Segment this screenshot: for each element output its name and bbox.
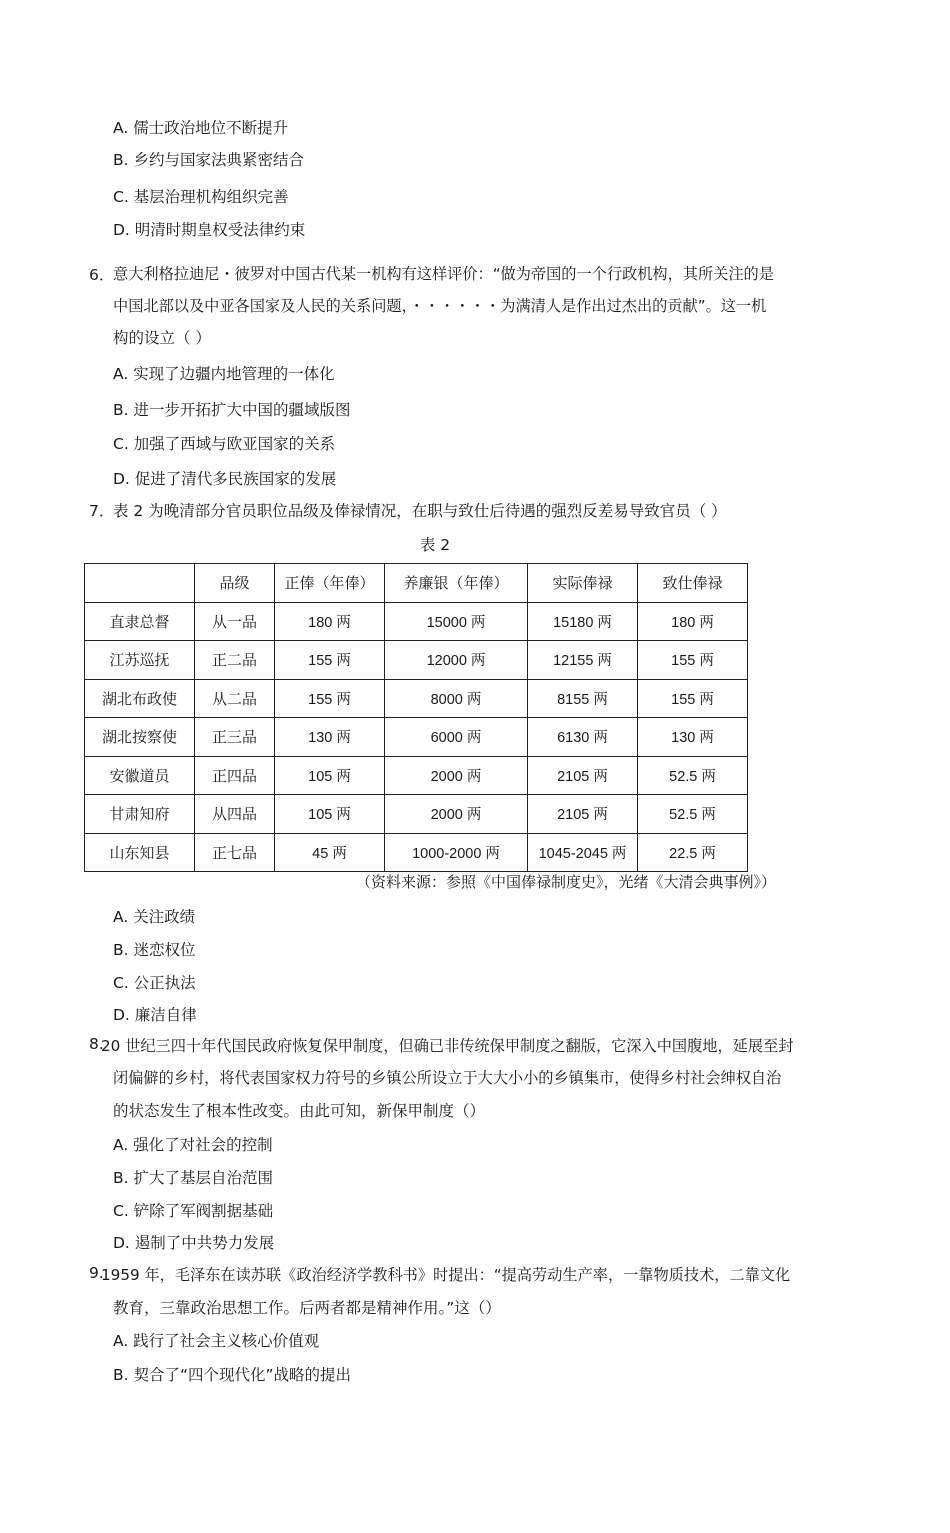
table-cell: 8000 两 bbox=[385, 679, 528, 718]
table-row bbox=[85, 795, 748, 834]
q6-number: 6． bbox=[89, 266, 115, 284]
q8-text-line-2: 闭偏僻的乡村，将代表国家权力符号的乡镇公所设立于大大小小的乡镇集市，使得乡村社会绅权自治 bbox=[113, 1069, 782, 1087]
table-cell: 52.5 两 bbox=[638, 756, 748, 795]
table-cell: 湖北按察使 bbox=[85, 718, 195, 757]
table-caption: 表 2 bbox=[419, 536, 451, 554]
table-cell: 12000 两 bbox=[385, 641, 528, 680]
q8-option-c: C. 铲除了军阀割据基础 bbox=[113, 1202, 274, 1220]
q9-option-a: A. 践行了社会主义核心价值观 bbox=[113, 1332, 320, 1350]
q9-option-b: B. 契合了“四个现代化”战略的提出 bbox=[113, 1366, 352, 1384]
table-cell: 2105 两 bbox=[528, 756, 638, 795]
table-cell: 山东知县 bbox=[85, 833, 195, 872]
table-row bbox=[85, 718, 748, 757]
table-cell: 从四品 bbox=[195, 795, 275, 834]
table-source: （资料来源：参照《中国俸禄制度史》，光绪《大清会典事例》） bbox=[356, 873, 777, 891]
q7-text: 表 2 为晚清部分官员职位品级及俸禄情况，在职与致仕后待遇的强烈反差易导致官员（ ） bbox=[113, 502, 727, 520]
q9-number: 9. bbox=[89, 1264, 104, 1282]
table-cell: 正二品 bbox=[195, 641, 275, 680]
q7-option-b: B. 迷恋权位 bbox=[113, 941, 196, 959]
table-cell: 6130 两 bbox=[528, 718, 638, 757]
q7-number: 7． bbox=[89, 502, 115, 520]
header-cell: 正俸（年俸） bbox=[275, 564, 385, 603]
table-cell: 6000 两 bbox=[385, 718, 528, 757]
table-row bbox=[85, 679, 748, 718]
table-row bbox=[85, 833, 748, 872]
q7-option-d: D. 廉洁自律 bbox=[113, 1006, 197, 1024]
table-cell: 22.5 两 bbox=[638, 833, 748, 872]
table-cell: 12155 两 bbox=[528, 641, 638, 680]
q8-option-d: D. 遏制了中共势力发展 bbox=[113, 1234, 275, 1252]
table-cell: 2105 两 bbox=[528, 795, 638, 834]
table-cell: 45 两 bbox=[275, 833, 385, 872]
q6-option-a: A. 实现了边疆内地管理的一体化 bbox=[113, 365, 335, 383]
q9-text-line-1: 1959 年，毛泽东在读苏联《政治经济学教科书》时提出：“提高劳动生产率，一靠物质技术，二靠文化 bbox=[101, 1266, 791, 1284]
q7-option-c: C. 公正执法 bbox=[113, 974, 196, 992]
table-row bbox=[85, 641, 748, 680]
table-cell: 155 两 bbox=[275, 679, 385, 718]
q8-option-a: A. 强化了对社会的控制 bbox=[113, 1136, 273, 1154]
q6-option-d: D. 促进了清代多民族国家的发展 bbox=[113, 470, 337, 488]
table-cell: 8155 两 bbox=[528, 679, 638, 718]
table-cell: 甘肃知府 bbox=[85, 795, 195, 834]
header-cell bbox=[85, 564, 195, 603]
table-cell: 1045-2045 两 bbox=[528, 833, 638, 872]
table-cell: 155 两 bbox=[275, 641, 385, 680]
q8-number: 8. bbox=[89, 1035, 104, 1053]
table-cell: 江苏巡抚 bbox=[85, 641, 195, 680]
q5-option-d: D. 明清时期皇权受法律约束 bbox=[113, 221, 306, 239]
q7-option-a: A. 关注政绩 bbox=[113, 908, 196, 926]
q5-option-b: B. 乡约与国家法典紧密结合 bbox=[113, 151, 304, 169]
q6-text-line-2: 中国北部以及中亚各国家及人民的关系问题，・・・・・・为满清人是作出过杰出的贡献”。这一机 bbox=[113, 297, 767, 315]
table-cell: 180 两 bbox=[275, 602, 385, 641]
table-cell: 155 两 bbox=[638, 679, 748, 718]
table-row bbox=[85, 756, 748, 795]
table-cell: 105 两 bbox=[275, 795, 385, 834]
table-cell: 正三品 bbox=[195, 718, 275, 757]
q5-option-c: C. 基层治理机构组织完善 bbox=[113, 188, 289, 206]
table-cell: 正四品 bbox=[195, 756, 275, 795]
table-cell: 2000 两 bbox=[385, 795, 528, 834]
header-cell: 实际俸禄 bbox=[528, 564, 638, 603]
table-cell: 安徽道员 bbox=[85, 756, 195, 795]
table-cell: 湖北布政使 bbox=[85, 679, 195, 718]
salary-table bbox=[84, 563, 748, 872]
table-header-row bbox=[85, 564, 748, 603]
header-cell: 致仕俸禄 bbox=[638, 564, 748, 603]
table-row bbox=[85, 602, 748, 641]
q8-text-line-3: 的状态发生了根本性改变。由此可知，新保甲制度（） bbox=[113, 1102, 486, 1120]
table-cell: 2000 两 bbox=[385, 756, 528, 795]
table-cell: 15000 两 bbox=[385, 602, 528, 641]
table-cell: 105 两 bbox=[275, 756, 385, 795]
header-cell: 养廉银（年俸） bbox=[385, 564, 528, 603]
q5-option-a: A. 儒士政治地位不断提升 bbox=[113, 119, 289, 137]
table-cell: 1000-2000 两 bbox=[385, 833, 528, 872]
q6-option-c: C. 加强了西域与欧亚国家的关系 bbox=[113, 435, 336, 453]
table-cell: 正七品 bbox=[195, 833, 275, 872]
table-cell: 130 两 bbox=[638, 718, 748, 757]
q8-option-b: B. 扩大了基层自治范围 bbox=[113, 1169, 273, 1187]
table-cell: 155 两 bbox=[638, 641, 748, 680]
table-cell: 130 两 bbox=[275, 718, 385, 757]
q6-option-b: B. 进一步开拓扩大中国的疆域版图 bbox=[113, 401, 351, 419]
q9-text-line-2: 教育，三靠政治思想工作。后两者都是精神作用。”这（） bbox=[113, 1299, 501, 1317]
table-cell: 180 两 bbox=[638, 602, 748, 641]
table-cell: 直隶总督 bbox=[85, 602, 195, 641]
table-cell: 从二品 bbox=[195, 679, 275, 718]
table-cell: 15180 两 bbox=[528, 602, 638, 641]
q8-text-line-1: 20 世纪三四十年代国民政府恢复保甲制度，但确已非传统保甲制度之翻版，它深入中国腹地，延展至封 bbox=[101, 1037, 794, 1055]
table-cell: 52.5 两 bbox=[638, 795, 748, 834]
table-cell: 从一品 bbox=[195, 602, 275, 641]
q6-text-line-3: 构的设立（ ） bbox=[113, 329, 211, 347]
header-cell: 品级 bbox=[195, 564, 275, 603]
q6-text-line-1: 意大利格拉迪尼・彼罗对中国古代某一机构有这样评价：“做为帝国的一个行政机构，其所关注的是 bbox=[113, 265, 774, 283]
